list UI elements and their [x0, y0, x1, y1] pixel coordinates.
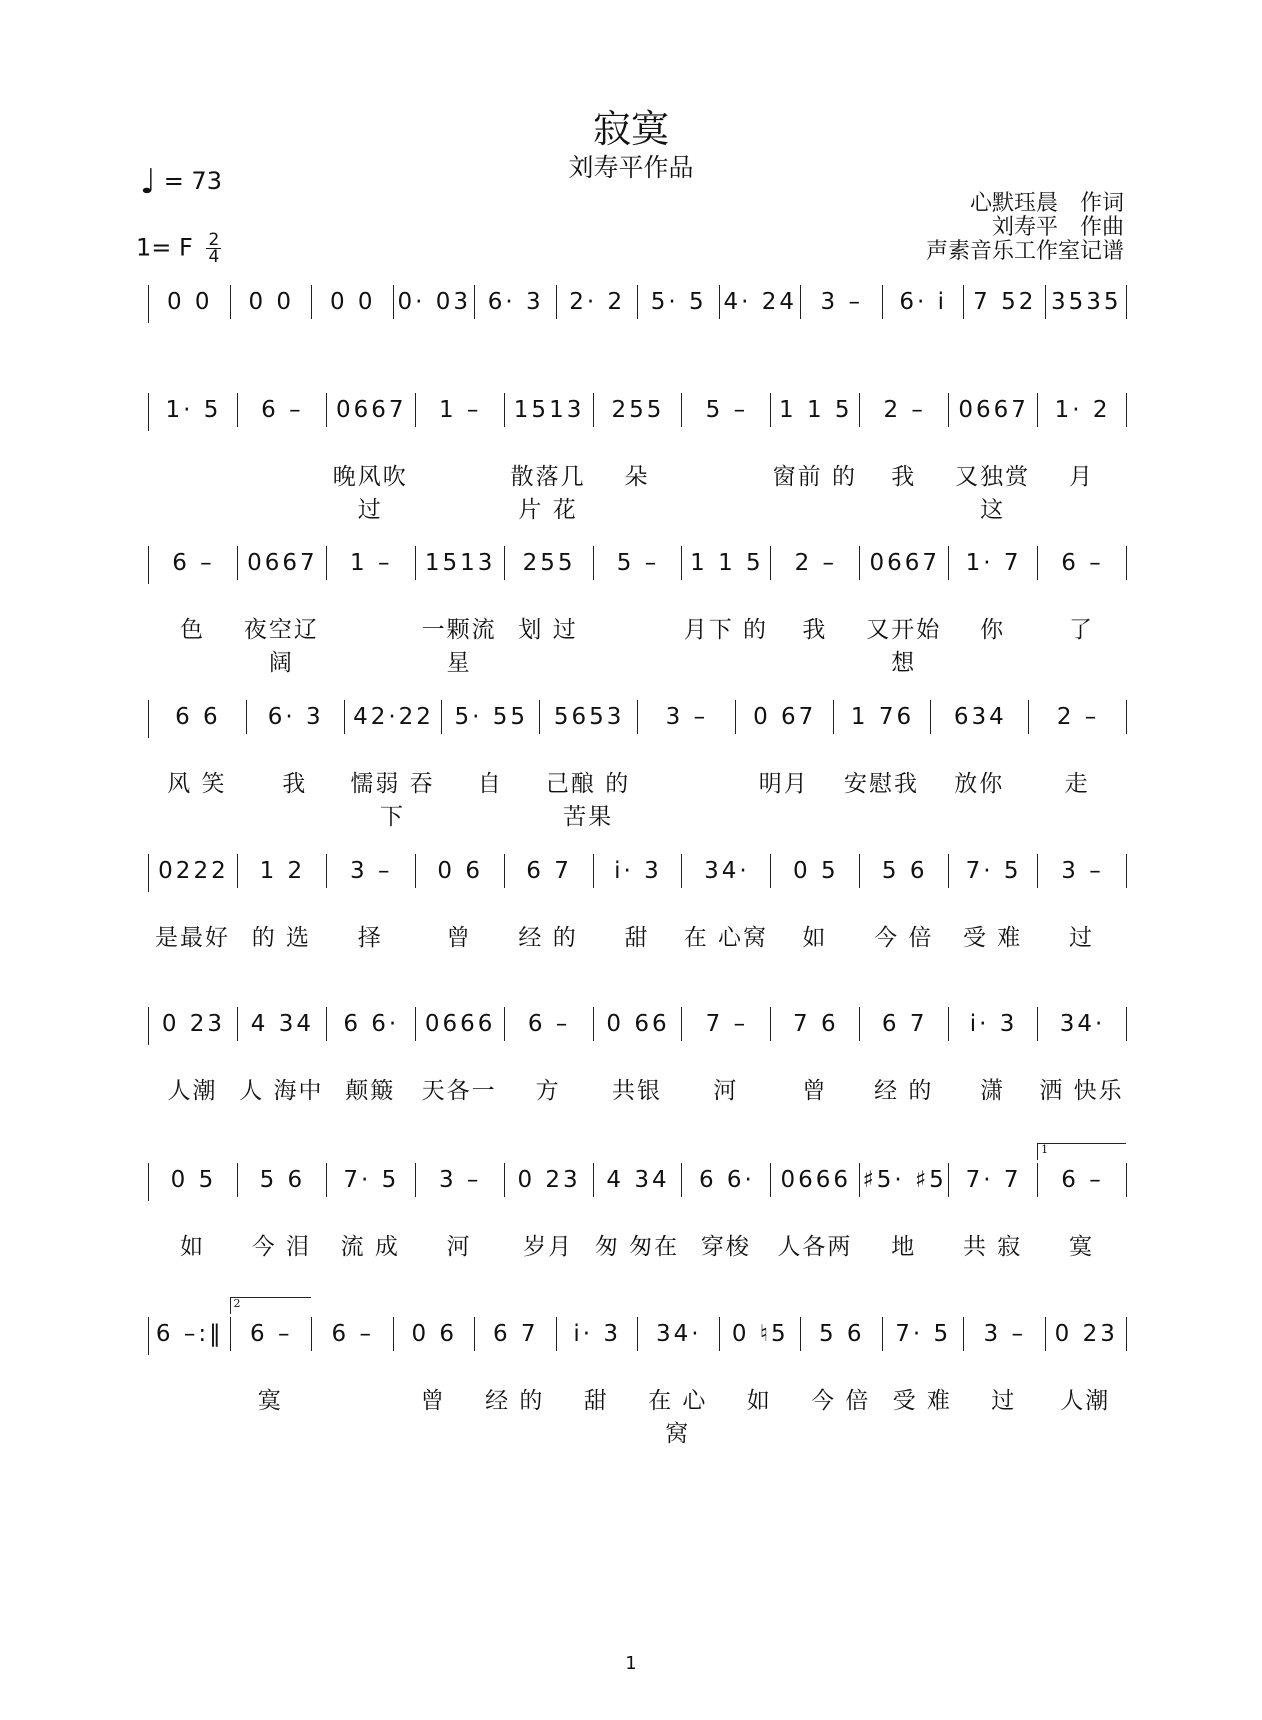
notes-row — [148, 1163, 1127, 1201]
lyric: 人潮 — [1060, 1388, 1111, 1414]
measure — [505, 1163, 594, 1201]
measure-notes: 7· 5 — [343, 1167, 400, 1193]
lyric: 朵 — [624, 464, 650, 490]
lyric: 我 — [802, 617, 828, 643]
lyric: 甜 — [583, 1388, 609, 1414]
measure-notes: 1 2 — [259, 858, 306, 884]
measure-notes: 2· 2 — [569, 289, 626, 315]
measure — [1038, 546, 1127, 584]
measure-notes: 0222 — [158, 858, 229, 884]
measure — [327, 393, 416, 431]
measure-notes: 0 5 — [793, 858, 839, 884]
score-line — [148, 854, 1126, 964]
lyric: 寞 — [257, 1388, 283, 1414]
measure-notes: 34· — [1059, 1011, 1106, 1037]
measure — [149, 1163, 238, 1201]
measure-notes: 1513 — [424, 550, 496, 576]
measure-notes: 2 – — [883, 397, 926, 423]
measure — [149, 1317, 231, 1355]
measure-notes: 6 – — [261, 397, 304, 423]
measure — [238, 393, 327, 431]
measure-notes: 3 – — [350, 858, 393, 884]
measure-notes: 0667 — [335, 397, 407, 423]
measure — [801, 1317, 883, 1355]
measure-notes: 3 – — [438, 1167, 482, 1193]
measure-notes: 3 – — [820, 289, 863, 315]
measure — [327, 1007, 416, 1045]
measure — [416, 1163, 505, 1201]
measure-notes: 6 – — [331, 1321, 374, 1347]
measure-notes: 255 — [611, 397, 665, 423]
lyric: 曾 — [420, 1388, 446, 1414]
lyric: 曾 — [802, 1078, 828, 1104]
lyric: 如 — [802, 925, 828, 951]
measure-notes: 2 – — [1056, 704, 1100, 730]
lyric: 经 的 — [874, 1078, 934, 1104]
measure — [505, 854, 594, 892]
measure — [1029, 700, 1127, 738]
measure — [860, 393, 949, 431]
measure-notes: i· 3 — [969, 1011, 1018, 1037]
measure-notes: 0666 — [424, 1011, 496, 1037]
measure-notes: 0 23 — [161, 1011, 226, 1037]
lyric: 天各一 — [421, 1078, 497, 1104]
measure — [327, 854, 416, 892]
lyric: 过 — [1069, 925, 1095, 951]
lyric: 经 的 — [518, 925, 578, 951]
measure-notes: 1513 — [513, 397, 585, 423]
measure-notes: 5653 — [553, 704, 625, 730]
measure-notes: 0 6 — [437, 858, 483, 884]
measure-notes: 6 6 — [175, 704, 221, 730]
lyric: 懦弱 吞下 — [350, 771, 435, 830]
measure — [834, 700, 932, 738]
measure-notes: 5· 55 — [454, 704, 529, 730]
measure — [416, 546, 505, 584]
measure-notes: 6 6· — [343, 1011, 400, 1037]
measure — [475, 285, 557, 323]
measure — [442, 700, 540, 738]
lyric: 走 — [1064, 771, 1090, 797]
lyric: 风 笑 — [167, 771, 227, 797]
measure — [238, 1007, 327, 1045]
measure — [594, 393, 683, 431]
measure-notes: 5 – — [705, 397, 749, 423]
score-line — [148, 546, 1126, 676]
measure — [594, 1007, 683, 1045]
song-title: 寂寞 — [592, 107, 669, 151]
notation-credit: 声素音乐工作室记谱 — [925, 239, 1124, 264]
measure — [312, 285, 394, 323]
lyric: 今 泪 — [251, 1234, 312, 1260]
lyric: 如 — [179, 1234, 205, 1260]
song-subtitle: 刘寿平作品 — [568, 153, 694, 182]
measure-notes: 6 – — [1061, 550, 1104, 576]
measure-notes: 5· 5 — [650, 289, 707, 315]
measure-notes: 3 – — [1061, 858, 1104, 884]
measure-notes: 0 5 — [170, 1167, 217, 1193]
score-line — [148, 700, 1126, 830]
measure — [149, 854, 238, 892]
measure — [682, 1007, 771, 1045]
measure-notes: 1· 7 — [965, 550, 1022, 576]
measure-notes: 6· 3 — [267, 704, 324, 730]
lyric: 在 心窝 — [683, 925, 769, 951]
measure-notes: 6 7 — [881, 1011, 928, 1037]
measure-notes: 34· — [655, 1321, 702, 1347]
lyric: 明月 — [758, 771, 809, 797]
measure — [949, 546, 1038, 584]
measure — [736, 700, 834, 738]
measure-notes: 6 7 — [492, 1321, 539, 1347]
time-signature-bottom: 4 — [208, 247, 220, 267]
measure-notes: 5 – — [616, 550, 660, 576]
barline — [1126, 546, 1127, 580]
measure-notes: 6· 3 — [487, 289, 544, 315]
measure-notes: 0667 — [247, 550, 318, 576]
lyric: 色 — [179, 617, 205, 643]
volta-bracket: 2 — [230, 1297, 312, 1314]
lyric: 晚风吹 过 — [332, 464, 408, 523]
measure — [682, 546, 771, 584]
time-signature — [206, 232, 221, 265]
measure-notes: 3 – — [665, 704, 709, 730]
measure-notes: 7 – — [705, 1011, 749, 1037]
measure-notes: 6· i — [899, 289, 948, 315]
lyric: 河 — [446, 1234, 472, 1260]
measure — [345, 700, 443, 738]
measure-notes: 3535 — [1050, 289, 1122, 315]
measure-notes: 4 34 — [250, 1011, 314, 1037]
lyric: 匆 匆在 — [594, 1234, 680, 1260]
measure-notes: 6 –:‖ — [155, 1321, 224, 1347]
lyric: 夜空辽 阔 — [243, 617, 319, 676]
measure — [771, 854, 860, 892]
lyric: 月 — [1069, 464, 1095, 490]
measure-notes: ♯5· ♯5 — [862, 1167, 947, 1193]
barline — [1126, 1317, 1127, 1351]
lyric: 洒 快乐 — [1039, 1078, 1124, 1104]
measure — [231, 1317, 313, 1355]
lyric: 曾 — [446, 925, 472, 951]
score-line — [148, 1007, 1126, 1117]
measure — [771, 1007, 860, 1045]
measure — [416, 393, 505, 431]
measure — [949, 1007, 1038, 1045]
time-signature-top: 2 — [208, 230, 220, 250]
measure-notes: 0 0 — [329, 289, 376, 315]
lyric: 流 成 — [340, 1234, 400, 1260]
composer-credit: 刘寿平 作曲 — [991, 215, 1124, 240]
measure — [682, 1163, 771, 1201]
lyric: 方 — [535, 1078, 561, 1104]
lyric: 在 心窝 — [648, 1388, 708, 1447]
measure — [682, 854, 771, 892]
lyric: 颠簸 — [345, 1078, 396, 1104]
measure — [475, 1317, 557, 1355]
measure-notes: 1 – — [438, 397, 482, 423]
score-line — [148, 285, 1126, 395]
lyricist-credit: 心默珏晨 作词 — [969, 191, 1124, 216]
lyric: 经 的 — [485, 1388, 545, 1414]
volta-bracket: 1 — [1037, 1143, 1126, 1160]
measure — [860, 1007, 949, 1045]
measure — [594, 546, 683, 584]
measure-notes: 4 34 — [606, 1167, 670, 1193]
measure — [505, 546, 594, 584]
measure-notes: 7· 5 — [895, 1321, 952, 1347]
measure — [964, 1317, 1046, 1355]
measure — [638, 1317, 720, 1355]
tempo-value: = 73 — [163, 167, 222, 195]
lyric: 人 海中 — [239, 1078, 324, 1104]
measure — [327, 546, 416, 584]
tempo-marking — [140, 162, 222, 202]
measure — [771, 546, 860, 584]
measure — [557, 285, 639, 323]
lyric: 甜 — [624, 925, 650, 951]
lyric: 共 寂 — [962, 1234, 1023, 1260]
lyric: 自 — [477, 771, 503, 797]
measure-notes: 0 0 — [166, 289, 213, 315]
measure — [771, 1163, 860, 1201]
measure-notes: 6 – — [250, 1321, 293, 1347]
notes-row — [148, 546, 1127, 584]
barline — [1126, 285, 1127, 319]
measure — [238, 546, 327, 584]
measure — [327, 1163, 416, 1201]
score-line — [148, 1143, 1126, 1273]
measure-notes: 0 ♮5 — [731, 1321, 789, 1347]
measure — [949, 854, 1038, 892]
measure-notes: 1 – — [350, 550, 393, 576]
measure — [238, 854, 327, 892]
measure-notes: 0 66 — [606, 1011, 670, 1037]
lyric: 受 难 — [892, 1388, 952, 1414]
measure-notes: 634 — [953, 704, 1007, 730]
measure-notes: 6 – — [172, 550, 215, 576]
notes-row — [148, 854, 1127, 892]
measure — [149, 546, 238, 584]
measure-notes: 0667 — [958, 397, 1029, 423]
measure — [860, 546, 949, 584]
measure — [931, 700, 1029, 738]
measure — [540, 700, 638, 738]
lyric: 月下 的 — [683, 617, 769, 643]
lyric: 共银 — [611, 1078, 662, 1104]
lyric: 如 — [746, 1388, 772, 1414]
measure-notes: 5 6 — [259, 1167, 306, 1193]
barline — [1126, 854, 1127, 888]
measure — [720, 285, 802, 323]
measure-notes: 7 6 — [793, 1011, 839, 1037]
lyric: 择 — [357, 925, 383, 951]
measure — [394, 285, 476, 323]
measure — [1038, 854, 1127, 892]
measure-notes: 6 6· — [698, 1167, 755, 1193]
measure — [1038, 1007, 1127, 1045]
page-number: 1 — [625, 1653, 637, 1674]
measure — [1038, 1163, 1127, 1201]
measure-notes: 1· 2 — [1054, 397, 1111, 423]
measure-notes: 1· 5 — [165, 397, 222, 423]
lyric: 安慰我 — [843, 771, 919, 797]
lyric: 窗前 的 — [772, 464, 857, 490]
measure-notes: 1 1 5 — [779, 397, 853, 423]
lyric: 今 倍 — [811, 1388, 871, 1414]
measure-notes: 7· 5 — [965, 858, 1022, 884]
measure-notes: 0667 — [869, 550, 940, 576]
measure-notes: 6 – — [527, 1011, 571, 1037]
measure-notes: 0666 — [780, 1167, 852, 1193]
notes-row — [148, 393, 1127, 431]
lyric: 划 过 — [518, 617, 578, 643]
barline — [1126, 1163, 1127, 1197]
measure — [149, 393, 238, 431]
measure — [394, 1317, 476, 1355]
barline — [1126, 1007, 1127, 1041]
measure-notes: 34· — [704, 858, 750, 884]
measure — [860, 854, 949, 892]
measure-notes: 5 6 — [818, 1321, 865, 1347]
measure — [1046, 285, 1128, 323]
measure — [231, 285, 313, 323]
measure — [771, 393, 860, 431]
lyric: 我 — [282, 771, 308, 797]
measure — [1038, 393, 1127, 431]
measure — [883, 285, 965, 323]
lyric: 了 — [1069, 617, 1095, 643]
measure-notes: 7· 7 — [965, 1167, 1022, 1193]
measure-notes: 2 – — [794, 550, 838, 576]
lyric: 穿梭 — [700, 1234, 751, 1260]
lyric: 今 倍 — [874, 925, 934, 951]
measure-notes: 0 6 — [411, 1321, 458, 1347]
measure — [149, 700, 247, 738]
key-signature — [136, 232, 221, 265]
barline — [1126, 393, 1127, 427]
notes-row — [148, 1007, 1127, 1045]
measure — [720, 1317, 802, 1355]
lyric: 潇 — [980, 1078, 1006, 1104]
measure — [149, 285, 231, 323]
measure — [594, 1163, 683, 1201]
measure — [416, 1007, 505, 1045]
lyric: 过 — [991, 1388, 1017, 1414]
measure-notes: 255 — [522, 550, 576, 576]
notes-row — [148, 700, 1127, 738]
measure — [594, 854, 683, 892]
lyric: 人潮 — [167, 1078, 218, 1104]
measure — [416, 854, 505, 892]
lyric: 又开始 想 — [866, 617, 942, 676]
measure — [964, 285, 1046, 323]
measure-notes: 5 6 — [881, 858, 928, 884]
measure — [557, 1317, 639, 1355]
measure — [505, 393, 594, 431]
lyric: 人各两 — [777, 1234, 853, 1260]
lyric: 又独赏 这 — [955, 464, 1031, 523]
barline — [1126, 700, 1127, 734]
quarter-note-icon: ♩ — [140, 162, 157, 202]
measure-notes: 6 7 — [526, 858, 572, 884]
lyric: 我 — [891, 464, 917, 490]
measure — [638, 700, 736, 738]
score-line — [148, 393, 1126, 523]
measure — [149, 1007, 238, 1045]
notes-row — [148, 1317, 1127, 1355]
lyric: 岁月 — [523, 1234, 574, 1260]
lyric: 河 — [713, 1078, 739, 1104]
measure — [638, 285, 720, 323]
measure-notes: 42·22 — [353, 704, 434, 730]
lyric: 己酿 的 苦果 — [545, 771, 631, 830]
measure-notes: i· 3 — [614, 858, 662, 884]
measure-notes: 3 – — [983, 1321, 1026, 1347]
measure-notes: 0· 03 — [397, 289, 472, 315]
score-line — [148, 1297, 1126, 1447]
lyric: 散落几片 花 — [510, 464, 586, 523]
measure — [238, 1163, 327, 1201]
lyric: 你 — [980, 617, 1006, 643]
measure-notes: 1 1 5 — [690, 550, 764, 576]
lyric: 的 选 — [251, 925, 312, 951]
key-value: 1= F — [136, 233, 193, 262]
lyric: 一颗流星 — [421, 617, 497, 676]
measure-notes: 0 23 — [1054, 1321, 1118, 1347]
measure-notes: 4· 24 — [723, 289, 798, 315]
measure-notes: 0 0 — [248, 289, 295, 315]
measure — [883, 1317, 965, 1355]
measure — [860, 1163, 949, 1201]
measure-notes: 7 52 — [973, 289, 1037, 315]
measure — [949, 1163, 1038, 1201]
measure — [505, 1007, 594, 1045]
lyric: 寞 — [1069, 1234, 1095, 1260]
measure-notes: i· 3 — [573, 1321, 622, 1347]
measure — [312, 1317, 394, 1355]
measure-notes: 1 76 — [850, 704, 915, 730]
notes-row — [148, 285, 1127, 323]
measure-notes: 0 67 — [753, 704, 817, 730]
measure — [247, 700, 345, 738]
measure-notes: 6 – — [1061, 1167, 1104, 1193]
measure — [949, 393, 1038, 431]
measure — [1046, 1317, 1128, 1355]
lyric: 受 难 — [962, 925, 1023, 951]
measure — [801, 285, 883, 323]
measure — [682, 393, 771, 431]
lyric: 是最好 — [154, 925, 230, 951]
lyric: 地 — [891, 1234, 917, 1260]
lyric: 放你 — [954, 771, 1005, 797]
measure-notes: 0 23 — [517, 1167, 581, 1193]
